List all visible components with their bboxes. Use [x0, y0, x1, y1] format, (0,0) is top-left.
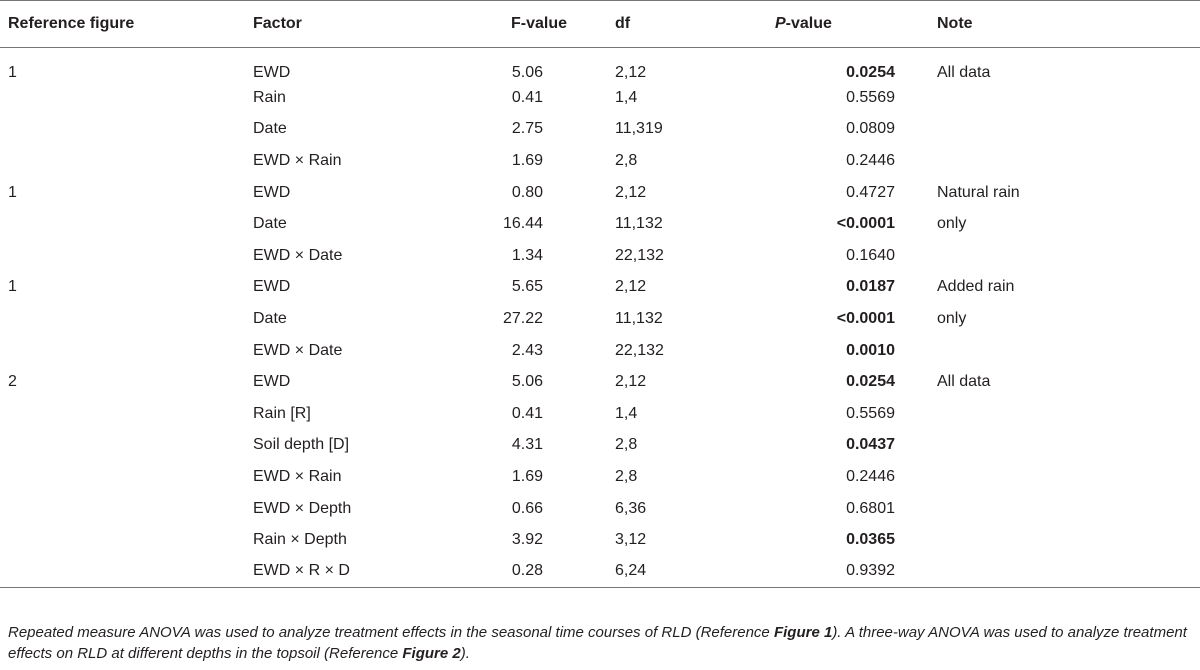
cell-note: [937, 114, 1200, 146]
cell-factor: EWD × R × D: [253, 556, 475, 588]
cell-f-value: 2.75: [511, 120, 543, 138]
cell-reference-figure: [0, 114, 253, 146]
cell-p-value: 0.0437: [846, 436, 895, 454]
cell-reference-figure: [0, 82, 253, 114]
cell-factor: EWD: [253, 64, 291, 81]
header-note: Note: [937, 1, 1200, 48]
cell-df: 11,132: [615, 309, 663, 327]
cell-f-value: 16.44: [502, 215, 543, 233]
cell-p-value: 0.0365: [846, 531, 895, 549]
cell-reference-figure: [0, 398, 253, 430]
cell-f-value: 0.41: [511, 88, 543, 106]
cell-p-value: 0.1640: [846, 246, 895, 264]
cell-df: 2,8: [615, 151, 638, 169]
cell-reference-figure: [0, 208, 253, 240]
table-row: [0, 556, 1200, 588]
table-row: [0, 145, 1200, 177]
cell-factor: Date: [253, 120, 287, 138]
cell-df: 6,36: [615, 499, 647, 517]
cell-f-value: 4.31: [511, 436, 543, 454]
header-factor: Factor: [253, 1, 475, 48]
cell-note: [937, 82, 1200, 114]
cell-p-value: 0.0254: [846, 373, 895, 391]
cell-note: [937, 240, 1200, 272]
cell-df: 2,12: [615, 278, 647, 296]
table-row: [0, 524, 1200, 556]
cell-factor: Soil depth [D]: [253, 436, 350, 454]
cell-note: [937, 398, 1200, 430]
cell-reference-figure: 1: [8, 64, 17, 81]
cell-note: [937, 524, 1200, 556]
table-row: [0, 82, 1200, 114]
caption-figure-2-ref: Figure 2: [402, 645, 461, 662]
cell-note: [937, 430, 1200, 462]
cell-df: 2,12: [615, 373, 647, 391]
cell-p-value: 0.0254: [846, 64, 895, 81]
cell-df: 2,8: [615, 467, 638, 485]
cell-note: Added rain: [937, 278, 1015, 296]
cell-p-value: 0.6801: [846, 499, 895, 517]
cell-reference-figure: 1: [8, 278, 17, 296]
cell-f-value: 5.65: [511, 278, 543, 296]
cell-factor: Rain: [253, 88, 286, 106]
caption-figure-1-ref: Figure 1: [773, 624, 833, 641]
table-row: [0, 208, 1200, 240]
cell-p-value: 0.5569: [846, 404, 895, 422]
cell-factor: EWD × Rain: [253, 151, 342, 169]
cell-p-value: 0.0809: [846, 120, 895, 138]
cell-note: only: [937, 215, 967, 233]
cell-df: 2,8: [615, 436, 638, 454]
table-row: [0, 398, 1200, 430]
cell-factor: Rain [R]: [253, 404, 311, 422]
cell-factor: EWD × Depth: [253, 499, 352, 517]
cell-note: [937, 335, 1200, 367]
table-caption: [8, 622, 1196, 664]
table-row: [0, 461, 1200, 493]
cell-f-value: 5.06: [511, 373, 543, 391]
cell-reference-figure: 1: [8, 183, 17, 201]
cell-factor: EWD: [253, 278, 291, 296]
cell-note: Natural rain: [937, 183, 1020, 201]
cell-factor: EWD × Date: [253, 246, 343, 264]
table-row: [0, 335, 1200, 367]
header-p-value: [775, 1, 937, 48]
header-p-letter: P: [775, 15, 786, 32]
cell-f-value: 0.28: [475, 556, 615, 588]
cell-note: only: [937, 309, 967, 327]
cell-note: [937, 461, 1200, 493]
table-row: [0, 240, 1200, 272]
cell-reference-figure: [0, 493, 253, 525]
table-row: [0, 366, 1200, 398]
cell-df: 22,132: [615, 341, 664, 359]
table-header: [0, 1, 1200, 48]
cell-reference-figure: [0, 461, 253, 493]
caption-text-2: ). A three-way ANOVA was used to analyze treatment effects on RLD at different depths in the topsoil (Reference: [8, 624, 1187, 662]
table-row: [0, 430, 1200, 462]
cell-factor: EWD × Rain: [253, 467, 342, 485]
cell-factor: Date: [253, 309, 287, 327]
header-reference-figure: Reference figure: [0, 1, 253, 48]
cell-df: 11,132: [615, 215, 663, 233]
cell-df: 6,24: [615, 556, 775, 588]
cell-p-value: 0.9392: [775, 556, 937, 588]
cell-reference-figure: [0, 303, 253, 335]
table-row: [0, 493, 1200, 525]
cell-reference-figure: [0, 430, 253, 462]
cell-p-value: 0.4727: [846, 183, 895, 201]
table-row: [0, 48, 1200, 83]
cell-factor: EWD: [253, 183, 291, 201]
header-df: df: [615, 1, 775, 48]
cell-f-value: 2.43: [511, 341, 543, 359]
cell-p-value: 0.2446: [846, 151, 895, 169]
cell-reference-figure: [0, 335, 253, 367]
cell-f-value: 1.34: [511, 246, 543, 264]
cell-reference-figure: [0, 145, 253, 177]
cell-note: [937, 145, 1200, 177]
cell-f-value: 27.22: [502, 309, 543, 327]
header-row: [0, 1, 1200, 48]
table-row: [0, 303, 1200, 335]
cell-df: 1,4: [615, 404, 638, 422]
cell-df: 2,12: [615, 183, 647, 201]
cell-reference-figure: [0, 556, 253, 588]
table-row: [0, 177, 1200, 209]
cell-df: 1,4: [615, 88, 638, 106]
cell-p-value: 0.0187: [846, 278, 895, 296]
cell-p-value: 0.5569: [846, 88, 895, 106]
cell-reference-figure: 2: [8, 373, 17, 391]
cell-reference-figure: [0, 240, 253, 272]
caption-text-3: ).: [460, 645, 470, 662]
cell-p-value: <0.0001: [836, 309, 895, 327]
cell-p-value: <0.0001: [836, 215, 895, 233]
cell-note: [937, 556, 1200, 588]
cell-factor: Rain × Depth: [253, 531, 347, 549]
cell-f-value: 0.41: [511, 404, 543, 422]
header-p-suffix: -value: [785, 15, 832, 32]
cell-factor: EWD: [253, 373, 291, 391]
cell-f-value: 3.92: [511, 531, 543, 549]
cell-f-value: 0.80: [511, 183, 543, 201]
cell-factor: Date: [253, 215, 287, 233]
caption-text-1: Repeated measure ANOVA was used to analyze treatment effects in the seasonal time courses of RLD (Reference: [8, 624, 774, 641]
cell-note: All data: [937, 64, 991, 81]
cell-f-value: 1.69: [511, 467, 543, 485]
cell-df: 3,12: [615, 531, 647, 549]
cell-p-value: 0.0010: [846, 341, 895, 359]
cell-factor: EWD × Date: [253, 341, 343, 359]
cell-f-value: 1.69: [511, 151, 543, 169]
cell-df: 22,132: [615, 246, 664, 264]
cell-f-value: 5.06: [511, 64, 543, 81]
cell-df: 11,319: [615, 120, 663, 138]
table-body: [0, 48, 1200, 588]
cell-note: [937, 493, 1200, 525]
table-row: [0, 114, 1200, 146]
cell-p-value: 0.2446: [846, 467, 895, 485]
table-row: [0, 272, 1200, 304]
cell-f-value: 0.66: [511, 499, 543, 517]
cell-reference-figure: [0, 524, 253, 556]
cell-df: 2,12: [615, 64, 647, 81]
cell-note: All data: [937, 373, 991, 391]
header-f-value: F-value: [475, 1, 615, 48]
